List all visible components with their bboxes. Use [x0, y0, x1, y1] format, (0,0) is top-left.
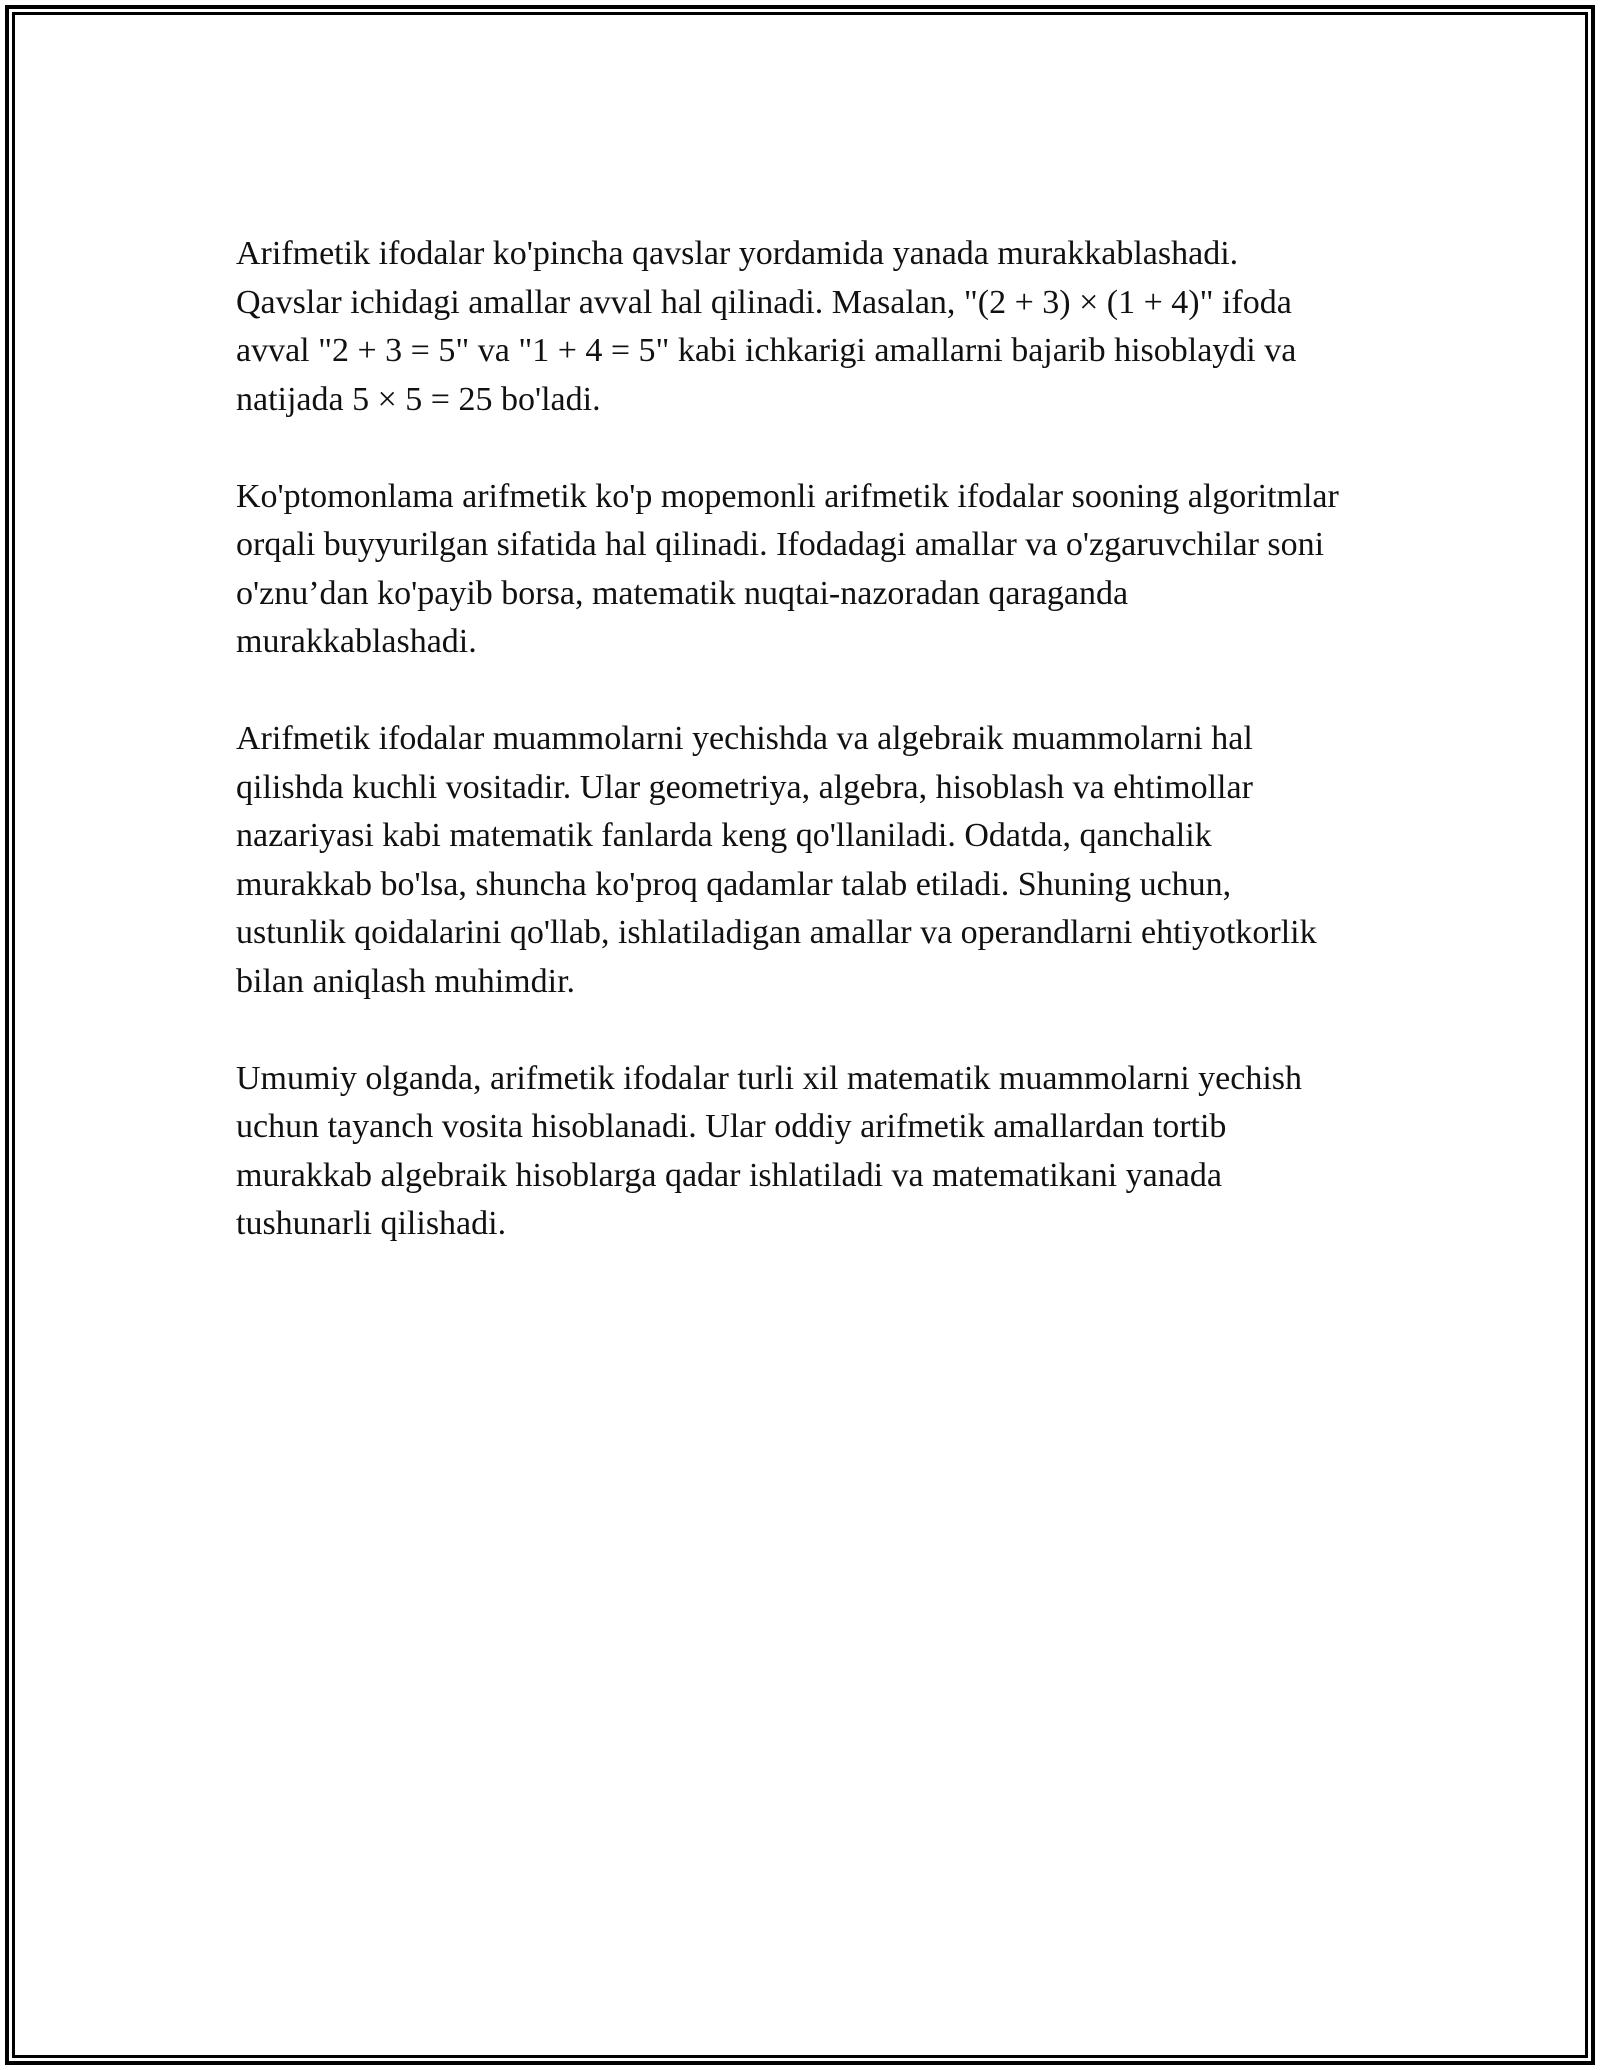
paragraph-3: Arifmetik ifodalar muammolarni yechishda va algebraik muammolarni hal qilishda kuchli vositadir. Ular geometriya, algebra, hisoblash va ehtimollar nazariyasi kabi matematik fanlarda keng qo'llaniladi. Odatda, qanchalik murakkab bo'lsa, shuncha ko'proq qadamlar talab etiladi. Shuning uchun, ustunlik qoidalarini qo'llab, ishlatiladigan amallar va operandlarni ehtiyotkorlik bilan aniqlash muhimdir.: [236, 720, 1317, 1000]
paragraph-4: Umumiy olganda, arifmetik ifodalar turli xil matematik muammolarni yechish uchun tayanch vosita hisoblanadi. Ular oddiy arifmetik amallardan tortib murakkab algebraik hisoblarga qadar ishlatiladi va matematikani yanada tushunarli qilishadi.: [236, 1059, 1303, 1242]
paragraph-2: Ko'ptomonlama arifmetik ko'p mopemonli arifmetik ifodalar sooning algoritmlar orqali buyyurilgan sifatida hal qilinadi. Ifodadagi amallar va o'zgaruvchilar soni o'znu’dan ko'payib borsa, matematik nuqtai-nazoradan qaraganda murakkablashadi.: [236, 477, 1339, 660]
paragraph-1: Arifmetik ifodalar ko'pincha qavslar yordamida yanada murakkablashadi. Qavslar ichidagi amallar avval hal qilinadi. Masalan, "(2 + 3) × (1 + 4)" ifoda avval "2 + 3 = 5" va "1 + 4 = 5" kabi ichkarigi amallarni bajarib hisoblaydi va natijada 5 × 5 = 25 bo'ladi.: [236, 235, 1297, 418]
document-body: [236, 230, 1346, 1249]
